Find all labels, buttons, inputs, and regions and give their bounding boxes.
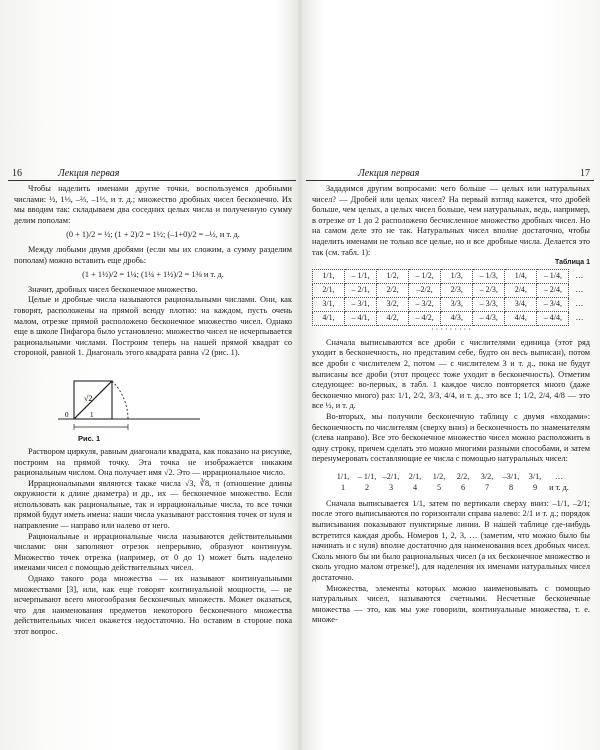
paragraph: Между любыми двумя дробями (если мы их сложим, а сумму разделим пополам) можно вставить еще дробь:: [14, 244, 292, 265]
figure-1: [14, 361, 292, 445]
table-cell: – 1/1,: [345, 269, 377, 283]
sequence-item: – 1/1,: [357, 471, 377, 481]
sequence-number: 3: [388, 482, 394, 492]
table-caption: Таблица 1: [554, 259, 590, 267]
sequence-item: …: [554, 471, 564, 481]
table-cell: 4/3,: [441, 311, 473, 325]
row-ellipsis: …: [575, 312, 584, 322]
sequence-item: –3/1,: [502, 471, 520, 481]
right-page-body: [312, 184, 590, 626]
table-cell: 3/3,: [441, 297, 473, 311]
table-row: [313, 269, 590, 283]
table-cell: 1/4,: [505, 269, 537, 283]
table-cell: 2/3,: [441, 283, 473, 297]
table-cell: 1/3,: [441, 269, 473, 283]
paragraph: Во-вторых, мы получили бесконечную таблицу с двумя «входами»: бесконечность по числителям (сверху вниз) и бесконечность по знаменателям (слева направо). Все это бесконечное множество чисел можно расположить в одну строку, причем сделать это можно многими разными способами, и затем перенумеровать составляющие ее числа с помощью натуральных чисел:: [312, 411, 590, 464]
table-cell: – 3/1,: [345, 297, 377, 311]
sequence-item: 2/1,: [408, 471, 422, 481]
sequence-number: 5: [436, 482, 442, 492]
sequence-number: 1: [340, 482, 346, 492]
table-cell: 2/4,: [505, 283, 537, 297]
table-row: [313, 311, 590, 325]
sequence-item: 1/2,: [432, 471, 446, 481]
table-cell: 4/4,: [505, 311, 537, 325]
table-cell: 3/1,: [313, 297, 345, 311]
table-cell: – 1/4,: [537, 269, 569, 283]
paragraph: Однако такого рода множества — их называют континуальными множествами [3], или, как еще говорят континуальной мощности, — не исчерпывают всего многообразия бесконечных множеств. Может оказаться, что для наименования предметов некоторого бесконечного множества действительных чисел окажется недостаточно. Но оставим в стороне пока этот вопрос.: [14, 574, 292, 636]
figure-caption: Рис. 1: [78, 433, 101, 443]
sequence-item: 3/1,: [528, 471, 542, 481]
formula: (1 + 1½)/2 = 1¼; (1¼ + 1½)/2 = 1⅜ и т. д.: [82, 270, 224, 280]
table-cell: – 4/4,: [537, 311, 569, 325]
page-number: 16: [12, 168, 22, 179]
table-cell: 1/2,: [377, 269, 409, 283]
paragraph: Зададимся другим вопросами: чего больше — целых или натуральных чисел? — Дробей или целых чисел? На первый взгляд кажется, что дробей больше, чем целых, а целых чисел больше, чем натуральных, ведь, например, в отрезке от 1 до 2 расположено бесчисленное множество дробных чисел. Но на самом деле это не так. Натуральных чисел вполне достаточно, чтобы наделить именами не только все целые, но и все дробные числа. Делается это так (см. табл. 1):: [312, 184, 590, 257]
row-ellipsis: …: [575, 298, 584, 308]
sequence-item: 3/2,: [480, 471, 494, 481]
table-cell: –2/2,: [409, 283, 441, 297]
table-cell: – 4/2,: [409, 311, 441, 325]
row-ellipsis: …: [575, 284, 584, 294]
table-cell: – 2/1,: [345, 283, 377, 297]
sequence-fractions: [331, 471, 571, 482]
sequence-number: и т. д.: [549, 482, 569, 492]
paragraph: Множества, элементы которых можно наименовывать с помощью натуральных чисел, называются счетными. Несчетные бесконечные множества — это, как мы уже говорили, континуальные множества, т. е. множе-: [312, 583, 590, 625]
table-cell: – 1/3,: [473, 269, 505, 283]
table-cell: 2/2,: [377, 283, 409, 297]
table-cell: – 1/2,: [409, 269, 441, 283]
sequence-numbers: [331, 482, 571, 493]
table-cell: – 2/3,: [473, 283, 505, 297]
page-header-left: [8, 166, 296, 181]
paragraph: Иррациональными являются также числа √3, ∛8, π (отношение длины окружности к длине диаметра) и др., их — бесконечное множество. Если использовать как рациональные, так и иррациональные числа, то все точки прямой будут иметь имена: наши числа указывают расстояния точек от нуля и направление — направо или налево от него.: [14, 478, 292, 531]
table-row: [313, 297, 590, 311]
paragraph: Сначала выписывается 1/1, затем по вертикали сверху вниз: –1/1, –2/1; после этого выписываются по горизонтали справа налево: 2/1 и т. д.; порядок выписывания показывают пунктирные линии. В нашей таблице где-нибудь встретится каждая дробь. Номеров 1, 2, 3, … (заметим, что можно было бы начинать и с нуля) вполне достаточно для наименования всех дробных чисел. Сколь много бы ни было рациональных чисел (а их бесконечное множество и сколь угодно малом отрезке!), для наделения их именами натуральных чисел достаточно.: [312, 498, 590, 583]
diagonal-construction-diagram: [54, 361, 204, 433]
sequence-number: 9: [532, 482, 538, 492]
paragraph: Целые и дробные числа называются рациональными числами. Они, как говорят, расположены на прямой всюду плотно: на каждом, пусть очень малом, отрезке прямой расположено бесконечное множество чисел. Однако еще в школе Пифагора было установлено: множество чисел не исчерпывается рациональными числами. Построим теперь на нашей прямой квадрат со стороной, равной 1. Диагональ этого квадрата равна √2 (рис. 1).: [14, 295, 292, 358]
paragraph: Чтобы наделить именами другие точки, воспользуемся дробными числами: ½, 1⅓, –⅔, –1⅓, и т. д.; множество дробных чисел бесконечно. Их мы вводим так: складываем два соседних целых числа и полученную сумму делим пополам:: [14, 184, 292, 225]
page-number: 17: [580, 168, 590, 179]
sequence-item: 2/2,: [456, 471, 470, 481]
running-title: Лекция первая: [358, 168, 420, 179]
sequence-number: 2: [364, 482, 370, 492]
table-cell: 1/1,: [313, 269, 345, 283]
page-header-right: [306, 166, 594, 181]
sequence-number: 8: [508, 482, 514, 492]
paragraph: Сначала выписываются все дроби с числителями единица (этот ряд уходит в бесконечность, но представим себе, будто он весь выписан), потом все дроби с числителем 2, потом — с числителем 3 и т. д., пока не будут выписаны все дроби (этот процесс тоже уходит в бесконечность). Отметим следующее: во-первых, в табл. 1 каждое число повторяется много (даже бесконечно много) раз: 1/1, 2/2, 3/3, 4/4, и т. д., это все 1; 1/2, 2/4, 4/8 — это все ½, и т. д.: [312, 337, 590, 411]
table-cell: 2/1,: [313, 283, 345, 297]
table-cell: 4/2,: [377, 311, 409, 325]
sequence-item: –2/1,: [382, 471, 400, 481]
numbering-sequence: [331, 471, 571, 493]
table-cell: 3/2,: [377, 297, 409, 311]
running-title: Лекция первая: [58, 168, 120, 179]
sequence-number: 7: [484, 482, 490, 492]
table-cell: 3/4,: [505, 297, 537, 311]
left-page-body: [14, 184, 292, 638]
table-cell: – 2/4,: [537, 283, 569, 297]
paragraph: Рациональные и иррациональные числа называются действительными числами: они заполняют отрезок непрерывно, образуют континуум. Множество точек отрезка (например, от 0 до 1) может быть наделено именами чисел с помощью действительных чисел.: [14, 531, 292, 573]
sequence-item: 1/1,: [336, 471, 350, 481]
sqrt2-label: √2: [84, 393, 93, 403]
table-cell: – 3/3,: [473, 297, 505, 311]
right-page: [306, 0, 594, 750]
table-cell: 4/1,: [313, 311, 345, 325]
formula: (0 + 1)/2 = ½; (1 + 2)/2 = 1½; (–1+0)/2 = –½, и т. д.: [66, 230, 240, 240]
sequence-number: 6: [460, 482, 466, 492]
paragraph: Раствором циркуля, равным диагонали квадрата, как показано на рисунке, построим на прямой точку. Эта точка не изображается никаким рациональным числом. Она получает имя √2. Это — иррациональное число.: [14, 446, 292, 478]
paragraph: Значит, дробных чисел бесконечное множество.: [28, 284, 198, 294]
table-cell: – 4/3,: [473, 311, 505, 325]
fractions-table: [312, 269, 590, 326]
sequence-number: 4: [412, 482, 418, 492]
table-cell: – 3/4,: [537, 297, 569, 311]
table-continuation-dots: · · · · · · · · ·: [431, 324, 471, 334]
zero-label: 0: [65, 410, 69, 419]
table-cell: – 3/2,: [409, 297, 441, 311]
row-ellipsis: …: [575, 270, 584, 280]
one-label: 1: [90, 410, 94, 419]
table-row: [313, 283, 590, 297]
table-cell: – 4/1,: [345, 311, 377, 325]
left-page: [8, 0, 296, 750]
